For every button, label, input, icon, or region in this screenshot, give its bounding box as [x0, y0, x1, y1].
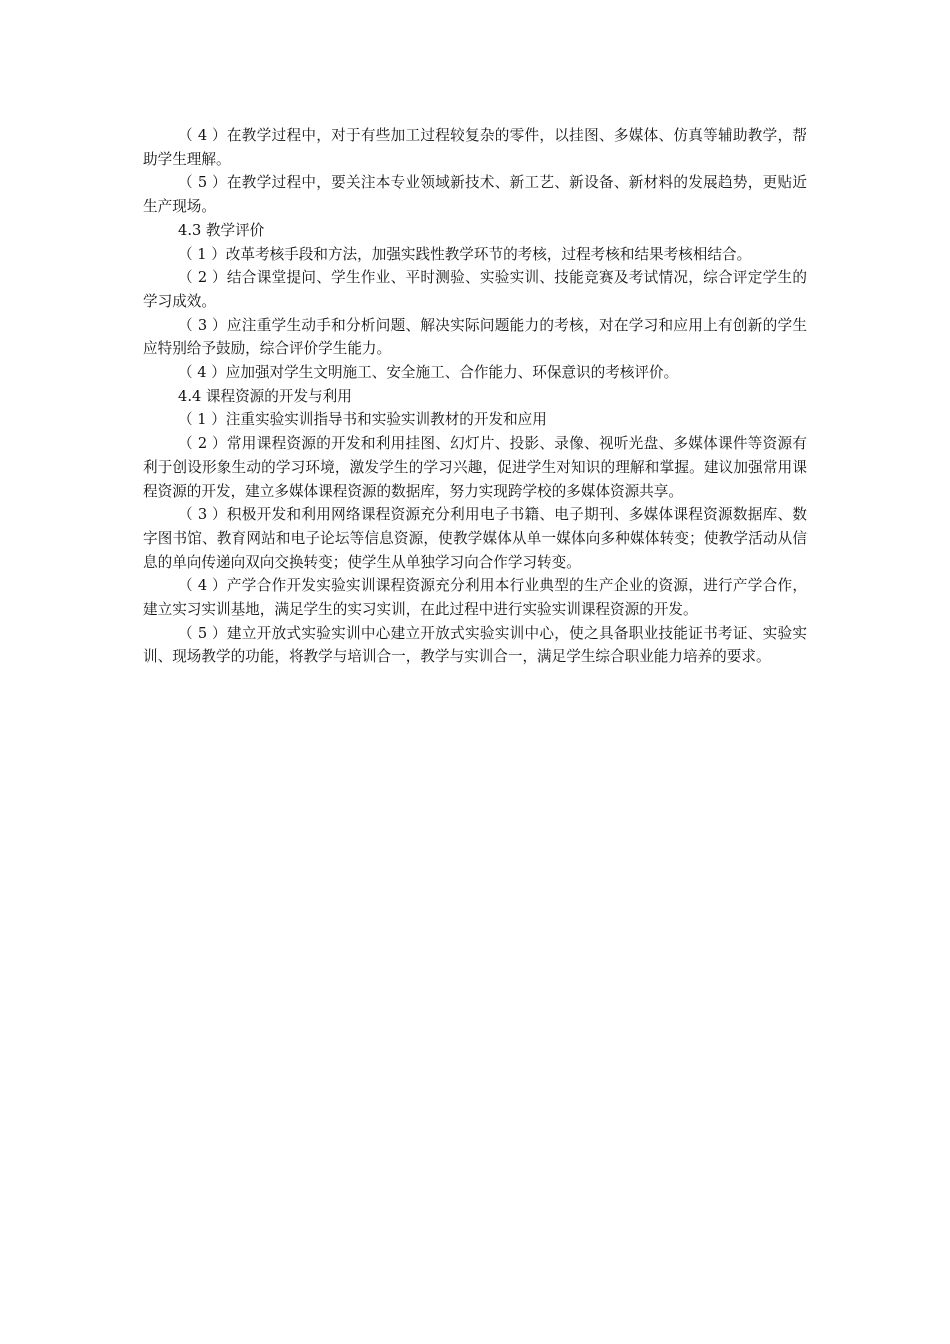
paragraph-4-4-item-3: （ 3 ）积极开发和利用网络课程资源充分利用电子书籍、电子期刊、多媒体课程资源数据库、数字图书馆、教育网站和电子论坛等信息资源，使教学媒体从单一媒体向多种媒体转变；使教学活动从信息的单向传递向双向交换转变；使学生从单独学习向合作学习转变。 — [143, 506, 807, 571]
paragraph-4-4-item-4: （ 4 ）产学合作开发实验实训课程资源充分利用本行业典型的生产企业的资源，进行产学合作，建立实习实训基地，满足学生的实习实训，在此过程中进行实验实训课程资源的开发。 — [143, 577, 807, 619]
paragraph-4-2-item-5: （ 5 ）在教学过程中，要关注本专业领域新技术、新工艺、新设备、新材料的发展趋势，更贴近生产现场。 — [143, 174, 807, 216]
paragraph-4-4-item-2: （ 2 ）常用课程资源的开发和利用挂图、幻灯片、投影、录像、视听光盘、多媒体课件等资源有利于创设形象生动的学习环境，激发学生的学习兴趣，促进学生对知识的理解和掌握。建议加强常用课程资源的开发，建立多媒体课程资源的数据库，努力实现跨学校的多媒体资源共享。 — [143, 435, 807, 500]
paragraph-4-3-item-2: （ 2 ）结合课堂提问、学生作业、平时测验、实验实训、技能竞赛及考试情况，综合评定学生的学习成效。 — [143, 269, 807, 310]
paragraph-4-4-item-1: （ 1 ）注重实验实训指导书和实验实训教材的开发和应用 — [178, 411, 547, 429]
paragraph-4-4-item-5: （ 5 ）建立开放式实验实训中心建立开放式实验实训中心，使之具备职业技能证书考证、实验实训、现场教学的功能，将教学与培训合一，教学与实训合一，满足学生综合职业能力培养的要求。 — [143, 624, 807, 666]
paragraph-4-2-item-4: （ 4 ）在教学过程中，对于有些加工过程较复杂的零件，以挂图、多媒体、仿真等辅助教学，帮助学生理解。 — [143, 127, 807, 168]
document-body — [143, 124, 807, 669]
paragraph-4-3-item-1: （ 1 ）改革考核手段和方法，加强实践性教学环节的考核，过程考核和结果考核相结合。 — [178, 245, 752, 263]
paragraph-4-3-item-4: （ 4 ）应加强对学生文明施工、安全施工、合作能力、环保意识的考核评价。 — [178, 364, 679, 382]
section-heading-4-3: 4.3 教学评价 — [178, 221, 265, 239]
section-heading-4-4: 4.4 课程资源的开发与利用 — [178, 387, 352, 405]
paragraph-4-3-item-3: （ 3 ）应注重学生动手和分析问题、解决实际问题能力的考核，对在学习和应用上有创新的学生应特别给予鼓励，综合评价学生能力。 — [143, 316, 807, 358]
